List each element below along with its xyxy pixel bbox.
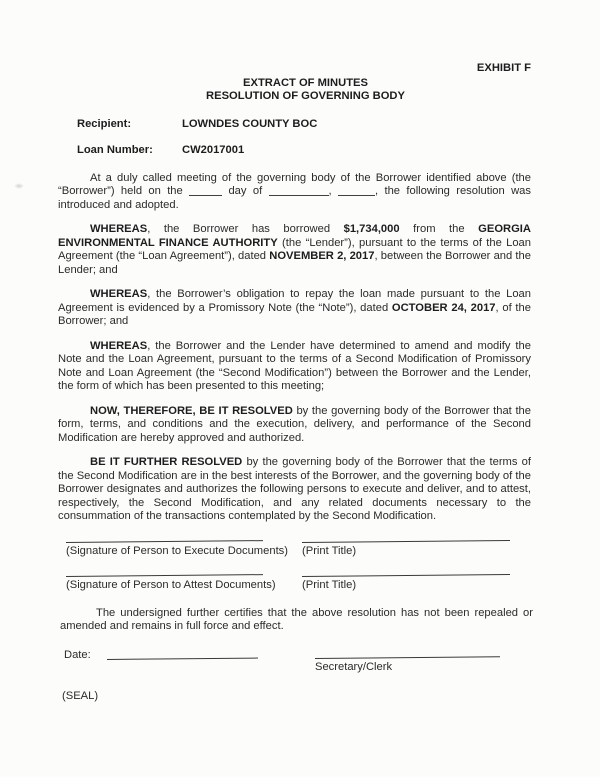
bold-text: WHEREAS	[90, 223, 148, 235]
body-paragraph-5	[58, 405, 531, 446]
loan-number-value: CW2017001	[182, 144, 245, 156]
document-title	[69, 77, 542, 104]
signature-row-attest	[66, 576, 600, 593]
loan-number-row	[77, 144, 600, 158]
execute-signature-line[interactable]	[66, 540, 263, 543]
execute-print-title-cell	[302, 542, 532, 559]
attest-print-title-line[interactable]	[302, 574, 510, 577]
body-text: , between the Borrower and the Lender; and	[58, 250, 531, 276]
attest-signature-label: (Signature of Person to Attest Documents)	[66, 579, 276, 591]
body-text: , the Borrower has borrowed	[147, 223, 344, 235]
execute-print-title-line[interactable]	[302, 540, 510, 543]
attest-signature-cell	[66, 576, 302, 593]
body-paragraph-6	[58, 456, 531, 524]
body-paragraph-4	[58, 340, 531, 394]
bold-text: WHEREAS	[90, 288, 148, 300]
signature-row-execute	[66, 542, 600, 559]
recipient-value: LOWNDES COUNTY BOC	[182, 117, 318, 130]
body-text: (the “Lender”), pursuant to the terms of the Loan Agreement (the “Loan Agreement”), dated	[58, 236, 532, 262]
body-text: , the Borrower and the Lender have determined to amend and modify the Note and the Loan Agreement, pursuant to the terms of a Second Modification of Promissory Note and Loan Agreement (the “Second Modification”) between the Borrower and the Lender, the form of which has been presented to this meeting;	[58, 339, 531, 392]
attest-signature-line[interactable]	[66, 574, 263, 577]
body-paragraph-1	[58, 172, 531, 213]
bold-text: NOVEMBER 2, 2017	[269, 250, 375, 262]
secretary-label: Secretary/Clerk	[315, 660, 393, 673]
bold-text: WHEREAS	[90, 339, 148, 352]
body-text: by the governing body of the Borrower that the terms of the Second Modification are in the best interests of the Borrower, and the governing body of the Borrower designates and authorizes the following persons to execute and deliver, and to attest, respectively, the Second Modification, and any related documents necessary to the consummation of the transactions contemplated by the Second Modification.	[58, 456, 532, 522]
loan-number-label: Loan Number:	[77, 144, 153, 156]
body-text: , the Borrower’s obligation to repay the loan made pursuant to the Loan Agreement is evidenced by a Promissory Note (the “Note”), dated	[58, 288, 531, 314]
fill-in-blank[interactable]	[189, 193, 222, 196]
seal-label: (SEAL)	[62, 689, 99, 702]
date-label: Date:	[64, 648, 91, 661]
fill-in-blank[interactable]	[338, 193, 375, 196]
execute-signature-label: (Signature of Person to Execute Documents)	[66, 544, 288, 557]
bold-text: $1,734,000	[343, 223, 400, 235]
signature-block	[66, 542, 600, 593]
body-paragraph-2	[58, 223, 531, 277]
attest-print-title-label: (Print Title)	[302, 579, 357, 591]
recipient-row	[77, 118, 600, 132]
recipient-label: Recipient:	[77, 117, 132, 130]
body-text: ,	[328, 185, 338, 197]
body-text: At a duly called meeting of the governing body of the Borrower identified above (the “Borrower”) held on the	[58, 171, 531, 197]
exhibit-label: EXHIBIT F	[476, 62, 531, 74]
fill-in-blank[interactable]	[269, 193, 329, 196]
body-text: day of	[222, 185, 269, 197]
execute-print-title-label: (Print Title)	[302, 544, 357, 557]
body-text: , the following resolution was introduced and adopted.	[58, 185, 531, 211]
attest-print-title-cell	[302, 576, 532, 593]
execute-signature-cell	[66, 542, 302, 559]
title-line-1: EXTRACT OF MINUTES	[243, 76, 368, 89]
date-row	[64, 649, 600, 681]
body-text: , of the Borrower; and	[58, 301, 531, 327]
date-fill-line[interactable]	[107, 655, 258, 659]
secretary-signature-line[interactable]	[315, 656, 500, 659]
bold-text: NOW, THEREFORE, BE IT RESOLVED	[90, 404, 293, 417]
scan-smudge	[14, 183, 24, 189]
body-text: The undersigned further certifies that the above resolution has not been repealed or amended and remains in full force and effect.	[60, 606, 533, 632]
closing-paragraph	[60, 607, 533, 634]
body-text: by the governing body of the Borrower that the form, terms, and conditions and the execution, delivery, and performance of the Second Modification are hereby approved and authorized.	[58, 404, 531, 444]
secretary-group	[315, 658, 515, 675]
bold-text: BE IT FURTHER RESOLVED	[90, 456, 243, 468]
title-line-2: RESOLUTION OF GOVERNING BODY	[206, 90, 405, 102]
body-text: from the	[399, 223, 479, 235]
bold-text: OCTOBER 24, 2017	[391, 301, 496, 314]
body-paragraph-3	[58, 288, 531, 329]
bold-text: GEORGIA ENVIRONMENTAL FINANCE AUTHORITY	[58, 223, 531, 249]
